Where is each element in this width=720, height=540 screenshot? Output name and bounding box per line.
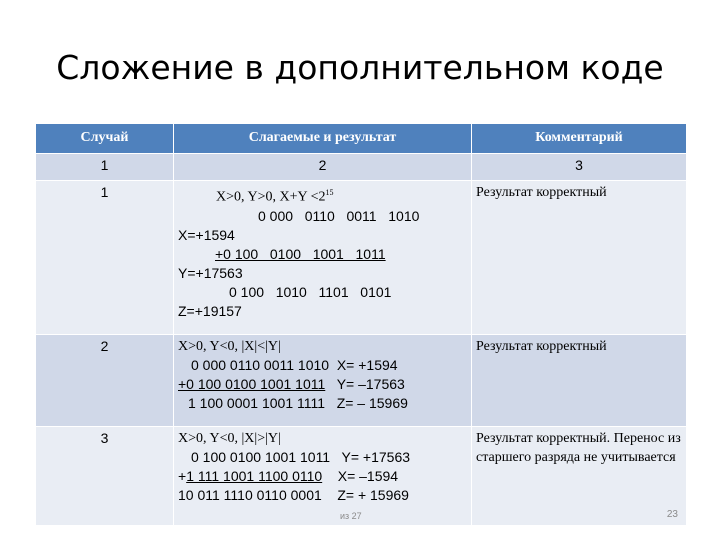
table-row <box>36 335 687 427</box>
binary-x <box>178 467 467 486</box>
footer-page-number: 23 <box>666 509 678 520</box>
condition-line: X>0, Y<0, |X|<|Y| <box>178 339 281 354</box>
value-z: Z=+19157 <box>178 302 242 319</box>
value-x: X= –1594 <box>337 468 399 484</box>
header-operands: Слагаемые и результат <box>174 124 472 154</box>
condition-line: X>0, Y<0, |X|>|Y| <box>178 431 281 446</box>
plus-sign: + <box>178 468 187 484</box>
value-x: X=+1594 <box>178 226 235 243</box>
binary-x-text: 1 111 1001 1100 0110 <box>186 468 323 484</box>
slide-title: Сложение в дополнительном коде <box>56 48 664 87</box>
binary-z: 1 100 0001 1001 1111 Z= – 15969 <box>188 395 408 411</box>
value-y: Y= –17563 <box>336 376 405 392</box>
column-number-2: 2 <box>174 154 472 181</box>
header-comment: Комментарий <box>472 124 687 154</box>
table-header-row <box>36 124 687 154</box>
condition-text: X>0, Y>0, X+Y <2 <box>216 189 326 205</box>
binary-z: 10 011 1110 0110 0001 Z= + 15969 <box>178 487 409 503</box>
comment-cell: Результат корректный. Перенос из старшего разряда не учитывается <box>472 427 687 526</box>
value-y: Y=+17563 <box>178 264 243 281</box>
column-number-1: 1 <box>36 154 174 181</box>
operands-cell <box>174 427 472 526</box>
exponent: 15 <box>325 188 334 197</box>
binary-y: 0 100 0100 1001 1011 Y= +17563 <box>191 449 411 465</box>
comment-cell: Результат корректный <box>472 335 687 427</box>
footer-page-of: из 27 <box>340 511 362 521</box>
addition-table <box>35 123 687 526</box>
binary-z: 0 100 1010 1101 0101 <box>229 283 392 300</box>
binary-y <box>178 375 467 394</box>
case-cell: 3 <box>36 427 174 526</box>
binary-y <box>178 245 467 264</box>
binary-x: 0 000 0110 0011 1010 <box>258 207 420 224</box>
header-case: Случай <box>36 124 174 154</box>
comment-cell: Результат корректный <box>472 181 687 335</box>
column-number-3: 3 <box>472 154 687 181</box>
numbering-row <box>36 154 687 181</box>
operands-cell <box>174 181 472 335</box>
binary-x: 0 000 0110 0011 1010 X= +1594 <box>191 357 398 373</box>
case-cell: 2 <box>36 335 174 427</box>
binary-y-text: +0 100 0100 1001 1011 <box>178 376 326 392</box>
table-row <box>36 181 687 335</box>
binary-y-text: +0 100 0100 1001 1011 <box>215 245 386 262</box>
case-cell: 1 <box>36 181 174 335</box>
condition-line <box>178 183 467 207</box>
operands-cell <box>174 335 472 427</box>
